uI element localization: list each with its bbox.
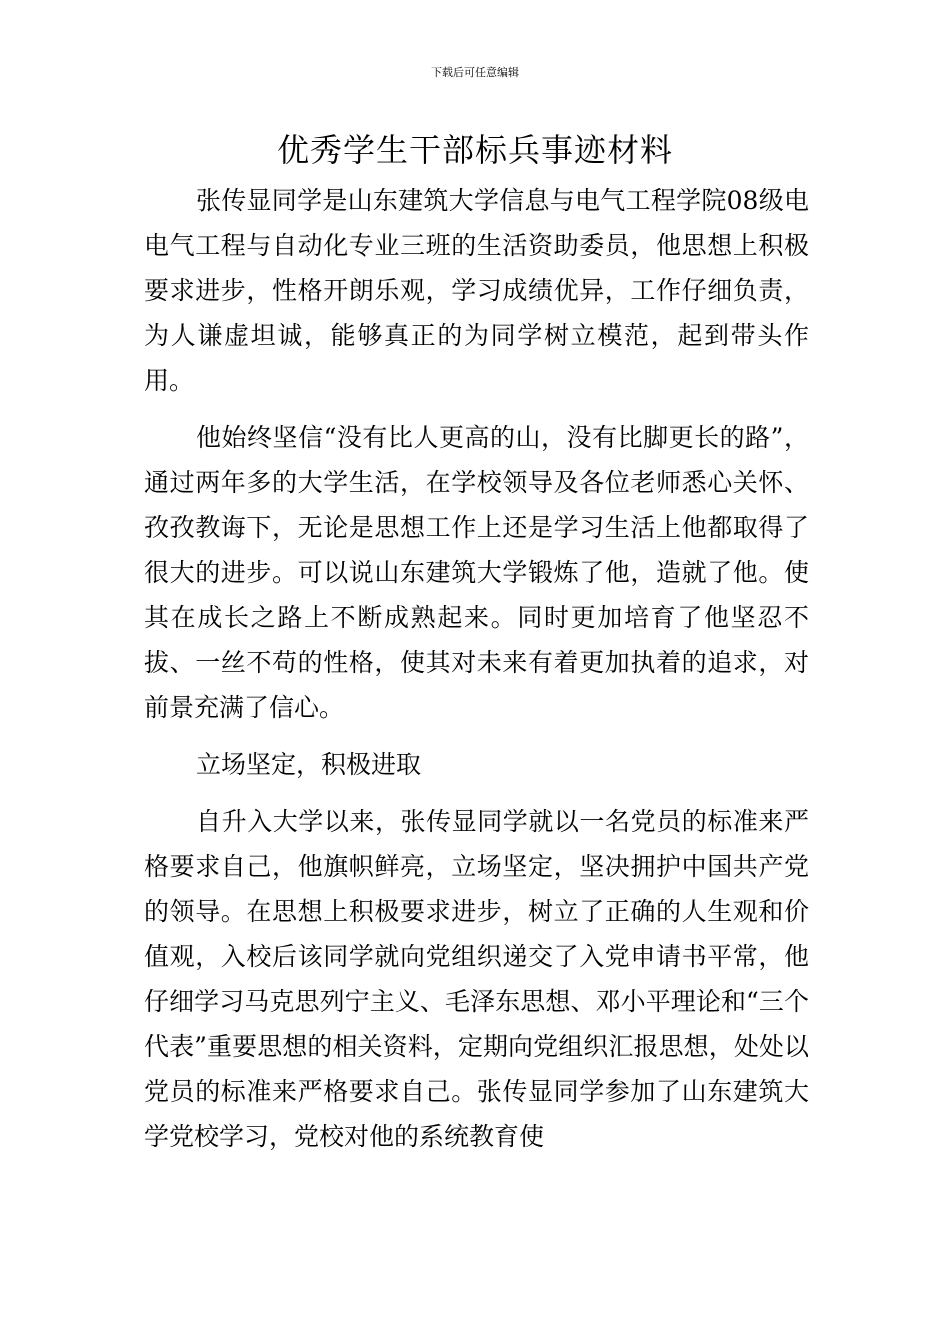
document-title: 优秀学生干部标兵事迹材料 [276, 131, 673, 169]
header-note: 下载后可任意编辑 [431, 66, 519, 79]
section-heading: 立场坚定，积极进取 [196, 750, 422, 779]
paragraph-belief: 他始终坚信“没有比人更高的山，没有比脚更长的路”，通过两年多的大学生活，在学校领导及各位老师悉心关怀、孜孜教诲下，无论是思想工作上还是学习生活上他都取得了很大的进步。可以说山东建筑大学锻炼了他，造就了他。使其在成长之路上不断成熟起来。同时更加培育了他坚忍不拔、一丝不苟的性格，使其对未来有着更加执着的追求，对前景充满了信心。 [144, 423, 809, 722]
document-body [144, 178, 809, 1159]
paragraph-introduction: 张传显同学是山东建筑大学信息与电气工程学院08级电电气工程与自动化专业三班的生活资助委员，他思想上积极要求进步，性格开朗乐观，学习成绩优异，工作仔细负责，为人谦虚坦诚，能够真正的为同学树立模范，起到带头作用。 [144, 186, 809, 395]
paragraph-political-stance: 自升入大学以来，张传显同学就以一名党员的标准来严格要求自己，他旗帜鲜亮，立场坚定，坚决拥护中国共产党的领导。在思想上积极要求进步，树立了正确的人生观和价值观，入校后该同学就向党组织递交了入党申请书平常，他仔细学习马克思列宁主义、毛泽东思想、邓小平理论和“三个代表”重要思想的相关资料，定期向党组织汇报思想，处处以党员的标准来严格要求自己。张传显同学参加了山东建筑大学党校学习，党校对他的系统教育使 [144, 807, 809, 1151]
